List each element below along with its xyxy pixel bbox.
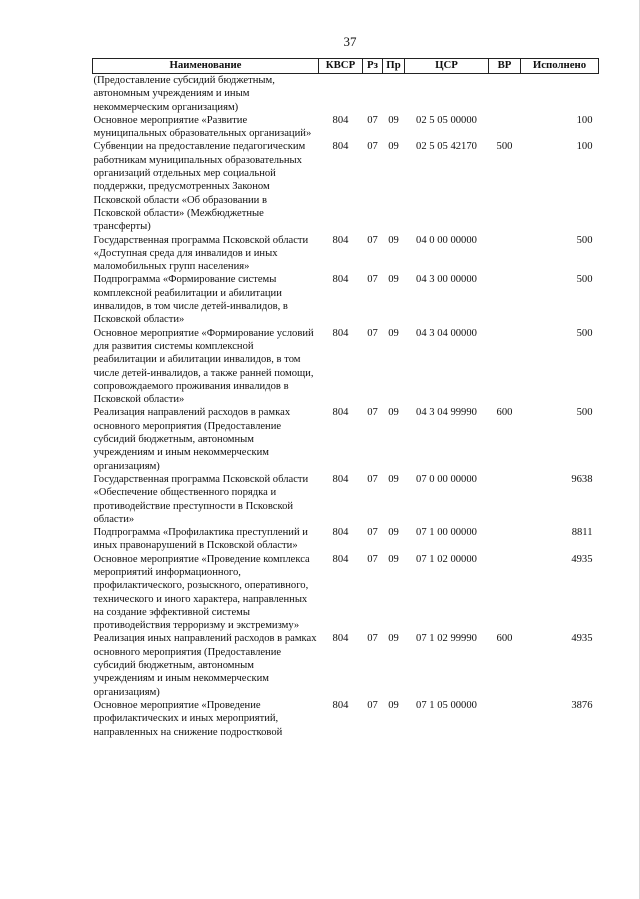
cell-kvsr: 804 xyxy=(332,527,349,539)
cell-vr xyxy=(489,699,521,739)
table-row xyxy=(93,140,599,233)
cell-csr: 04 3 04 99990 xyxy=(416,407,477,419)
cell-rz: 07 xyxy=(367,473,378,485)
cell-name: Основное мероприятие «Проведение профилактических и иных мероприятий, направленных на снижение подростковой xyxy=(93,699,283,738)
cell-rz: 07 xyxy=(367,407,378,419)
cell-kvsr: 804 xyxy=(332,114,349,126)
cell-name: Государственная программа Псковской области «Доступная среда для инвалидов и иных маломобильных групп населения» xyxy=(93,234,309,273)
cell-rz: 07 xyxy=(367,327,378,339)
header-name: Наименование xyxy=(93,59,319,74)
cell-executed: 500 xyxy=(576,234,593,246)
cell-executed: 500 xyxy=(576,327,593,339)
cell-executed: 500 xyxy=(576,407,593,419)
cell-name: Основное мероприятие «Формирование условий для развития системы комплексной реабилитации и абилитации инвалидов, в том числе детей-инвалидов, а также ранней помощи, сопровождаемого проживания инвалидов в Псковской области» xyxy=(93,327,314,406)
cell-rz: 07 xyxy=(367,274,378,286)
cell-name: Государственная программа Псковской области «Обеспечение общественного порядка и противодействие преступности в Псковской области» xyxy=(93,473,309,525)
cell-pr: 09 xyxy=(388,114,399,126)
cell-pr: 09 xyxy=(388,699,399,711)
cell-vr xyxy=(489,74,521,114)
cell-kvsr: 804 xyxy=(332,633,349,645)
table-row xyxy=(93,406,599,472)
cell-name: Основное мероприятие «Развитие муниципальных образовательных организаций» xyxy=(93,114,312,140)
cell-csr: 07 1 02 99990 xyxy=(416,633,477,645)
cell-vr xyxy=(489,553,521,633)
cell-pr: 09 xyxy=(388,553,399,565)
cell-rz: 07 xyxy=(367,141,378,153)
cell-csr: 07 1 02 00000 xyxy=(416,553,477,565)
cell-kvsr: 804 xyxy=(332,141,349,153)
cell-vr: 500 xyxy=(496,141,513,153)
cell-csr: 04 0 00 00000 xyxy=(416,234,477,246)
cell-kvsr: 804 xyxy=(332,553,349,565)
cell-name: (Предоставление субсидий бюджетным, автономным учреждениям и иным некоммерческим организациям) xyxy=(93,75,275,113)
header-csr: ЦСР xyxy=(405,59,489,74)
cell-kvsr: 804 xyxy=(332,327,349,339)
header-pr: Пр xyxy=(383,59,405,74)
cell-kvsr: 804 xyxy=(332,473,349,485)
cell-csr: 04 3 00 00000 xyxy=(416,274,477,286)
cell-pr: 09 xyxy=(388,327,399,339)
table-row xyxy=(93,327,599,407)
cell-csr: 04 3 04 00000 xyxy=(416,327,477,339)
cell-rz: 07 xyxy=(367,114,378,126)
cell-name: Реализация направлений расходов в рамках основного мероприятия (Предоставление субсидий бюджетным, автономным учреждениям и иным некоммерческим организациям) xyxy=(93,407,291,472)
header-kvsr: КВСР xyxy=(319,59,363,74)
cell-executed: 500 xyxy=(576,274,593,286)
table-row xyxy=(93,273,599,326)
cell-executed: 4935 xyxy=(571,633,593,645)
cell-executed xyxy=(521,74,599,114)
cell-executed: 9638 xyxy=(571,473,593,485)
cell-rz: 07 xyxy=(367,553,378,565)
cell-csr: 07 1 00 00000 xyxy=(416,527,477,539)
cell-kvsr: 804 xyxy=(332,699,349,711)
cell-vr: 600 xyxy=(496,633,513,645)
cell-executed: 8811 xyxy=(571,527,593,539)
cell-rz: 07 xyxy=(367,633,378,645)
cell-vr xyxy=(489,234,521,274)
cell-kvsr xyxy=(319,74,363,114)
cell-rz: 07 xyxy=(367,699,378,711)
table-body xyxy=(93,74,599,739)
cell-csr: 02 5 05 42170 xyxy=(416,141,477,153)
cell-vr xyxy=(489,114,521,141)
table-row xyxy=(93,553,599,633)
cell-pr: 09 xyxy=(388,274,399,286)
cell-kvsr: 804 xyxy=(332,274,349,286)
cell-pr: 09 xyxy=(388,234,399,246)
cell-vr xyxy=(489,327,521,407)
cell-csr: 07 0 00 00000 xyxy=(416,473,477,485)
cell-kvsr: 804 xyxy=(332,234,349,246)
cell-kvsr: 804 xyxy=(332,407,349,419)
cell-executed: 100 xyxy=(576,141,593,153)
cell-executed: 100 xyxy=(576,114,593,126)
cell-name: Основное мероприятие «Проведение комплекса мероприятий информационного, профилактического, розыскного, оперативного, технического и иного характера, направленных на создание эффективной системы противодействия терроризму и экстремизму» xyxy=(93,553,310,632)
cell-name: Реализация иных направлений расходов в рамках основного мероприятия (Предоставление субсидий бюджетным, автономным учреждениям и иным некоммерческим организациям) xyxy=(93,633,317,698)
table-row xyxy=(93,114,599,141)
cell-pr xyxy=(383,74,405,114)
cell-vr xyxy=(489,273,521,326)
cell-vr xyxy=(489,473,521,526)
cell-vr xyxy=(489,526,521,553)
table-row xyxy=(93,632,599,698)
cell-executed: 4935 xyxy=(571,553,593,565)
header-vr: ВР xyxy=(489,59,521,74)
cell-vr: 600 xyxy=(496,407,513,419)
table-row xyxy=(93,473,599,526)
table-row xyxy=(93,699,599,739)
cell-pr: 09 xyxy=(388,633,399,645)
cell-name: Подпрограмма «Профилактика преступлений и иных правонарушений в Псковской области» xyxy=(93,527,308,552)
table-row xyxy=(93,74,599,114)
table-header-row xyxy=(93,59,599,74)
cell-pr: 09 xyxy=(388,473,399,485)
cell-pr: 09 xyxy=(388,141,399,153)
header-rz: Рз xyxy=(363,59,383,74)
cell-name: Подпрограмма «Формирование системы комплексной реабилитации и абилитации инвалидов, в том числе детей-инвалидов, в Псковской области» xyxy=(93,274,288,326)
cell-name: Субвенции на предоставление педагогическим работникам муниципальных образовательных организаций отдельных мер социальной поддержки, предусмотренных Законом Псковской области «Об образовании в Псковской области» (Межбюджетные трансферты) xyxy=(93,141,306,233)
cell-csr: 02 5 05 00000 xyxy=(416,114,477,126)
cell-csr: 07 1 05 00000 xyxy=(416,699,477,711)
budget-table xyxy=(92,58,599,739)
page-number: 37 xyxy=(343,34,357,49)
cell-csr xyxy=(405,74,489,114)
cell-pr: 09 xyxy=(388,407,399,419)
header-executed: Исполнено xyxy=(521,59,599,74)
table-row xyxy=(93,526,599,553)
cell-rz: 07 xyxy=(367,527,378,539)
cell-executed: 3876 xyxy=(571,699,593,711)
cell-pr: 09 xyxy=(388,527,399,539)
cell-rz xyxy=(363,74,383,114)
table-row xyxy=(93,234,599,274)
cell-rz: 07 xyxy=(367,234,378,246)
